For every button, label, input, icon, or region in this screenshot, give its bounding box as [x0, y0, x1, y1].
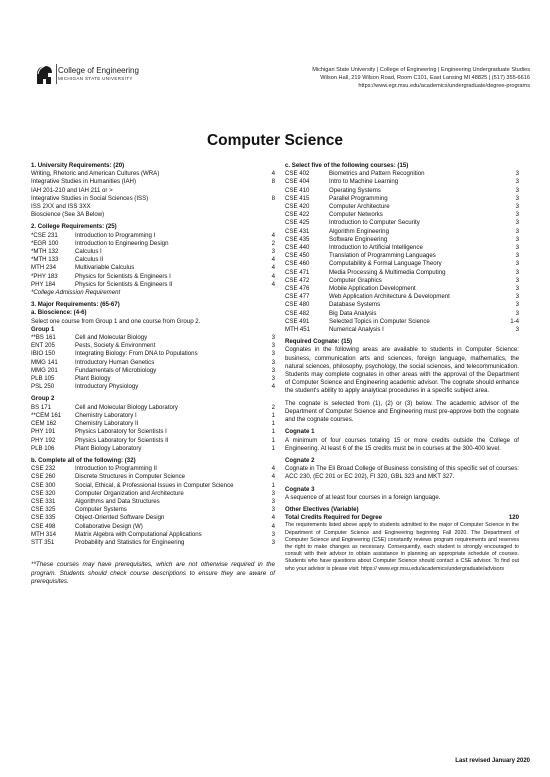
subsection-heading: a. Bioscience: (4-6) — [31, 309, 87, 317]
course-row: CSE 472 Computer Graphics 3 — [285, 276, 519, 284]
header-contact — [312, 66, 530, 90]
course-row: CSE 482 Big Data Analysis 3 — [285, 309, 519, 317]
cognate-text: A minimum of four courses totaling 15 or more credits outside the College of Engineering. At least 6 of the 15 credits must be in courses at the 300-400 level. — [285, 436, 519, 452]
course-row: PSL 250 Introductory Physiology 4 — [31, 383, 275, 391]
course-row: PHY 184 Physics for Scientists & Engineers II 4 — [31, 280, 275, 288]
course-row: CSE 431 Algorithm Engineering 3 — [285, 227, 519, 235]
course-row: CSE 425 Introduction to Computer Security 3 — [285, 219, 519, 227]
left-column — [31, 162, 275, 586]
section-heading: 2. College Requirements: (25) — [31, 223, 117, 231]
list-item: Integrative Studies in Humanities (IAH) 8 — [31, 178, 275, 186]
course-row: CSE 260 Discrete Structures in Computer Science 4 — [31, 473, 275, 481]
course-row: CSE 460 Computability & Formal Language Theory 3 — [285, 260, 519, 268]
section-heading: 1. University Requirements: (20) — [31, 162, 125, 169]
course-row: CSE 480 Database Systems 3 — [285, 301, 519, 309]
list-item: Writing, Rhetoric and American Cultures (WRA) 4 — [31, 170, 275, 178]
total-credits-row — [285, 514, 519, 522]
cognate-label: Cognate 3 — [285, 485, 315, 493]
cognate-label: Cognate 1 — [285, 428, 315, 436]
prerequisite-note: **These courses may have prerequisites, which are not otherwise required in the program. Students should check course descriptions to ensure they are aware of prerequisites. — [31, 561, 275, 585]
course-row: CSE 420 Computer Architecture 3 — [285, 203, 519, 211]
total-credits-value: 120 — [508, 514, 519, 522]
course-row: ENT 205 Pests, Society & Environment 3 — [31, 342, 275, 350]
cognate-description: Cognates in the following areas are available to students in Computer Science: business, communication arts and sciences, foreign language, mathematics, the natural sciences, philosophy, psychology, the social sciences, and telecommunication. Students may complete cognates in other areas with the approval of the Department of Computer Science and Engineering academic advisor. The cognate should enhance the student's ability to apply analytical procedures in a specific subject area. — [285, 346, 519, 395]
course-row: CSE 404 Intro to Machine Learning 3 — [285, 178, 519, 186]
list-item: IAH 201-210 and IAH 211 or > — [31, 186, 113, 194]
course-row: CSE 232 Introduction to Programming II 4 — [31, 465, 275, 473]
group-label: Group 1 — [31, 325, 55, 333]
course-row: *EGR 100 Introduction to Engineering Design 2 — [31, 239, 275, 247]
page-title: Computer Science — [206, 132, 344, 149]
course-row: PHY 191 Physics Laboratory for Scientists I 1 — [31, 428, 275, 436]
university-name: MICHIGAN STATE UNIVERSITY — [58, 76, 133, 81]
subsection-heading: b. Complete all of the following: (32) — [31, 456, 136, 464]
course-row: CSE 435 Software Engineering 3 — [285, 235, 519, 243]
course-row: CSE 402 Biometrics and Pattern Recognition 3 — [285, 170, 519, 178]
course-row: **BS 161 Cell and Molecular Biology 3 — [31, 334, 275, 342]
logo-divider — [56, 64, 57, 84]
admission-note: *College Admission Requirement — [31, 289, 121, 297]
course-row: *MTH 132 Calculus I 3 — [31, 248, 275, 256]
header-line-2: Wilson Hall, 219 Wilson Road, Room C101, East Lansing MI 48825 | (517) 355-6616 — [320, 75, 530, 81]
course-row: CSE 476 Mobile Application Development 3 — [285, 285, 519, 293]
bioscience-instructions: Select one course from Group 1 and one course from Group 2. — [31, 317, 201, 325]
course-row: MTH 314 Matrix Algebra with Computational Applications 3 — [31, 530, 275, 538]
course-row: PLB 105 Plant Biology 3 — [31, 375, 275, 383]
course-row: *PHY 183 Physics for Scientists & Engineers I 4 — [31, 272, 275, 280]
course-row: CSE 450 Translation of Programming Languages 3 — [285, 252, 519, 260]
course-row: STT 351 Probability and Statistics for Engineering 3 — [31, 538, 275, 546]
cognate-text: A sequence of at least four courses in a foreign language. — [285, 493, 441, 501]
course-row: *CSE 231 Introduction to Programming I 4 — [31, 231, 275, 239]
course-row: PHY 192 Physics Laboratory for Scientists II 1 — [31, 436, 275, 444]
college-name: College of Engineering — [58, 66, 139, 75]
course-row: CSE 410 Operating Systems 3 — [285, 186, 519, 194]
course-row: MMG 201 Fundamentals of Microbiology 3 — [31, 366, 275, 374]
requirements-note: The requirements listed above apply to students admitted to the major of Computer Science in the Department of Computer Science and Engineering beginning Fall 2020. The Department of Computer Science and Engineering (CSE) constantly reviews program requirements and reserves the right to make changes as necessary. Consequently, each student is strongly encouraged to consult with their advisor to obtain assistance in planning an appropriate schedule of courses. Students who have questions about Computer Science should contact a CSE advisor. To find out who your advisor is please visit: https:// www.egr.msu.edu/academics/undergraduate/advisors — [285, 522, 519, 572]
list-item: ISS 2XX and ISS 3XX — [31, 203, 91, 211]
course-row: CSE 415 Parallel Programming 3 — [285, 194, 519, 202]
course-row: CSE 440 Introduction to Artificial Intelligence 3 — [285, 244, 519, 252]
subsection-heading: c. Select five of the following courses: (15) — [285, 162, 409, 169]
section-heading: Other Electives (Variable) — [285, 505, 359, 513]
course-row: CEM 162 Chemistry Laboratory II 1 — [31, 420, 275, 428]
course-row: BS 171 Cell and Molecular Biology Laboratory 2 — [31, 403, 275, 411]
course-row: MMG 141 Introductory Human Genetics 3 — [31, 358, 275, 366]
course-row: MTH 451 Numerical Analysis I 3 — [285, 326, 519, 334]
right-column — [285, 162, 519, 573]
course-row: IBIO 150 Integrating Biology: From DNA to Populations 3 — [31, 350, 275, 358]
course-row: CSE 335 Object-Oriented Software Design 4 — [31, 514, 275, 522]
last-revised: Last revised January 2020 — [455, 758, 530, 764]
course-row: PLB 106 Plant Biology Laboratory 1 — [31, 444, 275, 452]
course-row: CSE 320 Computer Organization and Architecture 3 — [31, 489, 275, 497]
group-label: Group 2 — [31, 395, 55, 403]
total-credits-label: Total Credits Required for Degree — [285, 514, 383, 522]
course-row: CSE 498 Collaborative Design (W) 4 — [31, 522, 275, 530]
course-row: MTH 234 Multivariable Calculus 4 — [31, 264, 275, 272]
course-row: CSE 491 Selected Topics in Computer Science 1-4 — [285, 317, 519, 325]
course-row: CSE 422 Computer Networks 3 — [285, 211, 519, 219]
cognate-label: Cognate 2 — [285, 456, 315, 464]
course-row: CSE 471 Media Processing & Multimedia Computing 3 — [285, 268, 519, 276]
course-row: CSE 300 Social, Ethical, & Professional Issues in Computer Science 1 — [31, 481, 275, 489]
course-row: CSE 477 Web Application Architecture & Development 3 — [285, 293, 519, 301]
spartan-helmet-logo — [34, 64, 54, 86]
course-row: CSE 325 Computer Systems 3 — [31, 506, 275, 514]
list-item: Bioscience (See 3A Below) — [31, 211, 105, 219]
course-row: *MTH 133 Calculus II 4 — [31, 256, 275, 264]
section-heading: 3. Major Requirements: (65-67) — [31, 301, 120, 309]
cognate-selection-text: The cognate is selected from (1), (2) or (3) below. The academic advisor of the Department of Computer Science and Engineering must pre-approve both the cognate and the cognate courses. — [285, 399, 519, 424]
section-heading: Required Cognate: (15) — [285, 338, 353, 346]
cognate-text: Cognate in The Eli Broad College of Business consisting of this specific set of courses: ACC 230, (EC 201 or EC 202), FI 320, GBL 323 and MKT 327. — [285, 465, 519, 481]
course-row: **CEM 161 Chemistry Laboratory I 1 — [31, 411, 275, 419]
list-item: Integrative Studies in Social Sciences (ISS) 8 — [31, 194, 275, 202]
course-row: CSE 331 Algorithms and Data Structures 3 — [31, 497, 275, 505]
header-url[interactable]: https://www.egr.msu.edu/academics/undergraduate/degree-programs — [358, 83, 530, 89]
header-line-1: Michigan State University | College of Engineering | Engineering Undergraduate Studies — [312, 67, 530, 73]
